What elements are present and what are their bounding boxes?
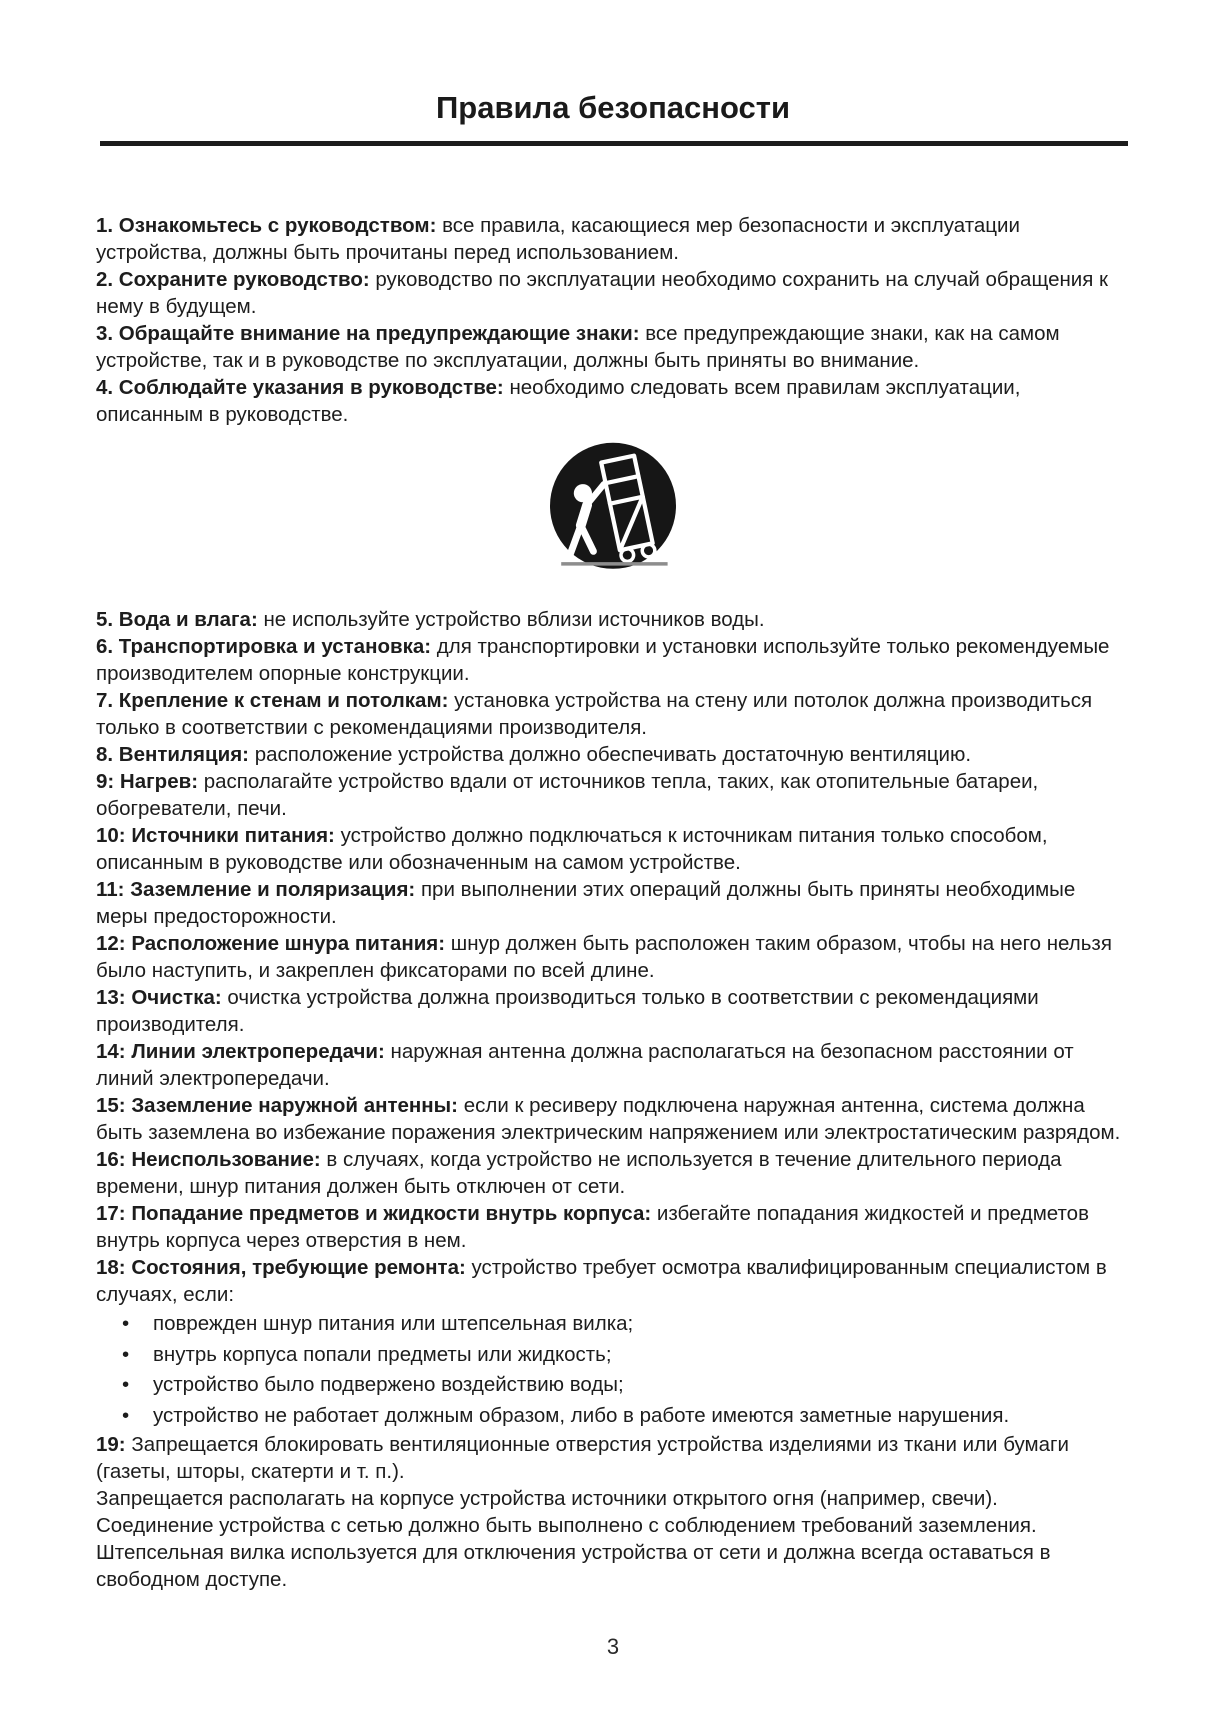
safety-rule (96, 876, 1130, 930)
safety-rule (96, 1092, 1130, 1146)
page-footer (0, 1634, 1226, 1660)
repair-condition-item (96, 1340, 1130, 1370)
rule-text: избегайте попадания жидкостей и предметов внутрь корпуса через отверстия в нем. (96, 1202, 1089, 1252)
rule-label: 9: Нагрев: (96, 770, 199, 793)
rules-list-bottom (96, 606, 1130, 1308)
safety-rule (96, 768, 1130, 822)
rules-list-top (96, 212, 1130, 428)
closing-paragraph-text: Запрещается располагать на корпусе устройства источники открытого огня (например, свечи). (96, 1487, 998, 1510)
repair-condition-text: устройство было подвержено воздействию воды; (153, 1373, 624, 1396)
rule-text: устройство должно подключаться к источникам питания только способом, описанным в руководстве или обозначенным на самом устройстве. (96, 824, 1048, 874)
page-number: 3 (606, 1634, 620, 1659)
rule-text: устройство требует осмотра квалифицированным специалистом в случаях, если: (96, 1256, 1107, 1306)
safety-rule (96, 374, 1130, 428)
closing-paragraph-text: Штепсельная вилка используется для отключения устройства от сети и должна всегда оставаться в свободном доступе. (96, 1541, 1051, 1591)
repair-condition-item (96, 1309, 1130, 1339)
rule-label: 10: Источники питания: (96, 824, 335, 847)
rule-text: все правила, касающиеся мер безопасности и эксплуатации устройства, должны быть прочитаны перед использованием. (96, 214, 1020, 264)
rule-number-label: 19: (96, 1433, 126, 1456)
rule-text: располагайте устройство вдали от источников тепла, таких, как отопительные батареи, обогреватели, печи. (96, 770, 1039, 820)
rule-text: необходимо следовать всем правилам эксплуатации, описанным в руководстве. (96, 376, 1021, 426)
rule-label: 1. Ознакомьтесь с руководством: (96, 214, 437, 237)
rule-label: 3. Обращайте внимание на предупреждающие знаки: (96, 322, 640, 345)
safety-rule (96, 1038, 1130, 1092)
rule-label: 2. Сохраните руководство: (96, 268, 370, 291)
closing-paragraph (96, 1539, 1130, 1593)
rule-text: все предупреждающие знаки, как на самом устройстве, так и в руководстве по эксплуатации, должны быть приняты во внимание. (96, 322, 1060, 372)
rule-text: установка устройства на стену или потолок должна производиться только в соответствии с рекомендациями производителя. (96, 689, 1093, 739)
safety-rule (96, 822, 1130, 876)
cart-warning-icon (543, 438, 683, 582)
safety-rule (96, 741, 1130, 768)
rule-label: 11: Заземление и поляризация: (96, 878, 416, 901)
rule-label: 12: Расположение шнура питания: (96, 932, 446, 955)
rule-label: 13: Очистка: (96, 986, 222, 1009)
closing-paragraphs (96, 1485, 1130, 1593)
page-header (0, 0, 1226, 146)
rule-label: 4. Соблюдайте указания в руководстве: (96, 376, 504, 399)
rule-text: расположение устройства должно обеспечивать достаточную вентиляцию. (249, 743, 972, 766)
safety-rule (96, 984, 1130, 1038)
rule-label: 15: Заземление наружной антенны: (96, 1094, 459, 1117)
safety-rule (96, 320, 1130, 374)
safety-rule (96, 1146, 1130, 1200)
rule-label: 16: Неиспользование: (96, 1148, 321, 1171)
page-title: Правила безопасности (435, 90, 791, 125)
rule-text: наружная антенна должна располагаться на безопасном расстоянии от линий электропередачи. (96, 1040, 1074, 1090)
safety-rule (96, 212, 1130, 266)
safety-rule (96, 687, 1130, 741)
rule-label: 6. Транспортировка и установка: (96, 635, 432, 658)
repair-condition-item (96, 1401, 1130, 1431)
safety-rule (96, 606, 1130, 633)
rule-text: руководство по эксплуатации необходимо сохранить на случай обращения к нему в будущем. (96, 268, 1109, 318)
rule-text: шнур должен быть расположен таким образом, чтобы на него нельзя было наступить, и закреплен фиксаторами по всей длине. (96, 932, 1112, 982)
rule-text: если к ресиверу подключена наружная антенна, система должна быть заземлена во избежание поражения электрическим напряжением или электростатическим разрядом. (96, 1094, 1121, 1144)
closing-paragraph (96, 1485, 1130, 1512)
closing-paragraph-text: Соединение устройства с сетью должно быть выполнено с соблюдением требований заземления. (96, 1514, 1037, 1537)
rule-label: 14: Линии электропередачи: (96, 1040, 385, 1063)
rule-text: Запрещается блокировать вентиляционные отверстия устройства изделиями из ткани или бумаги (газеты, шторы, скатерти и т. п.). (96, 1433, 1069, 1483)
rule-text: при выполнении этих операций должны быть приняты необходимые меры предосторожности. (96, 878, 1076, 928)
rule-text: очистка устройства должна производиться только в соответствии с рекомендациями производителя. (96, 986, 1039, 1036)
safety-rule (96, 266, 1130, 320)
safety-rule (96, 633, 1130, 687)
title-divider (100, 141, 1128, 146)
closing-paragraph (96, 1512, 1130, 1539)
rule-label: 17: Попадание предметов и жидкости внутрь корпуса: (96, 1202, 652, 1225)
repair-condition-text: поврежден шнур питания или штепсельная вилка; (153, 1312, 634, 1335)
rule-label: 8. Вентиляция: (96, 743, 249, 766)
safety-rules-content (96, 212, 1130, 1593)
safety-rule (96, 930, 1130, 984)
repair-condition-text: внутрь корпуса попали предметы или жидкость; (153, 1342, 612, 1366)
rule-text: в случаях, когда устройство не используется в течение длительного периода времени, шнур питания должен быть отключен от сети. (96, 1148, 1062, 1198)
safety-rule (96, 1254, 1130, 1308)
repair-condition-item (96, 1370, 1130, 1400)
rule-label: 7. Крепление к стенам и потолкам: (96, 689, 449, 712)
rule-label: 18: Состояния, требующие ремонта: (96, 1256, 466, 1279)
safety-rule (96, 1200, 1130, 1254)
repair-condition-text: устройство не работает должным образом, либо в работе имеются заметные нарушения. (153, 1403, 1010, 1427)
safety-rule-19 (96, 1431, 1130, 1485)
rule-text: не используйте устройство вблизи источников воды. (257, 608, 765, 631)
rule-text: для транспортировки и установки используйте только рекомендуемые производителем опорные конструкции. (96, 635, 1110, 685)
rule-label: 5. Вода и влага: (96, 608, 258, 631)
repair-conditions-list (96, 1309, 1130, 1430)
